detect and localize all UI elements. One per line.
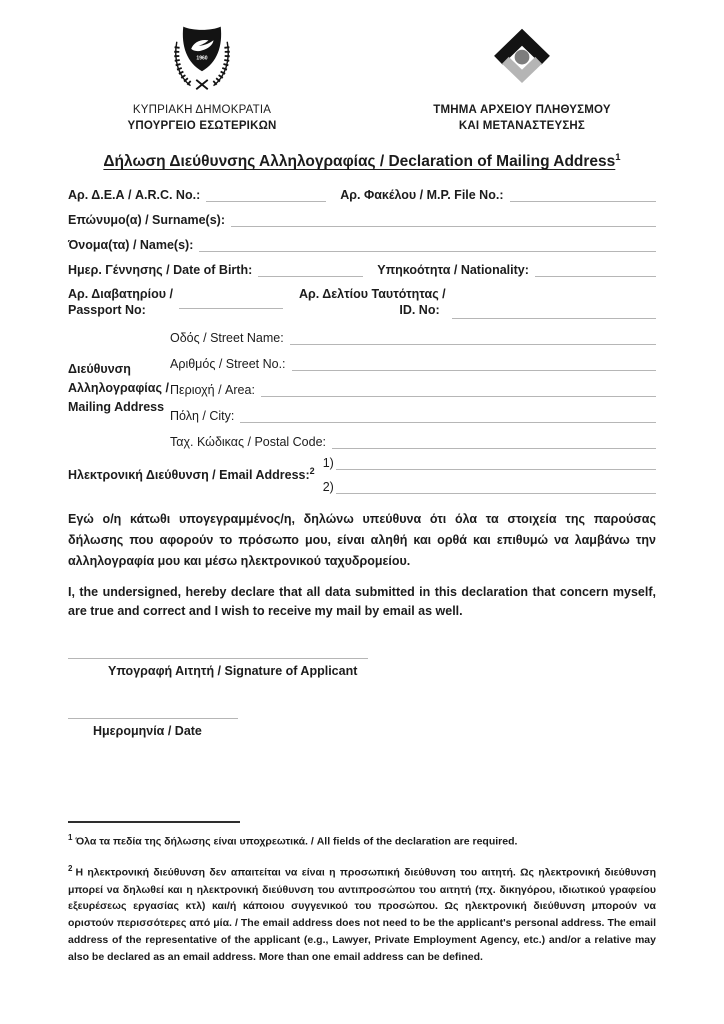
email-address-label: Ηλεκτρονική Διεύθυνση / Email Address:$^2$ [68,465,315,482]
row-postal-code [170,433,656,449]
cyprus-coat-of-arms-icon [165,23,239,95]
cyprus-coat-of-arms-logo [165,22,239,96]
city-input[interactable] [240,407,656,423]
row-street-no [170,355,656,371]
form-title-text: Δήλωση Διεύθυνσης Αλληλογραφίας / Declaration of Mailing Address [103,153,616,171]
surname-input[interactable] [231,211,656,227]
row-arc-file [68,186,656,202]
republic-of-cyprus-label: ΚΥΠΡΙΑΚΗ ΔΗΜΟΚΡΑΤΙΑ [132,104,272,116]
civil-registry-block [388,22,656,134]
nationality-label: Υπηκοότητα / Nationality: [377,263,529,278]
postal-code-label: Ταχ. Κώδικας / Postal Code: [170,434,327,449]
footnote-2-ref: 2 [68,864,73,874]
header [68,22,656,134]
footnote-1-ref: 1 [68,833,73,842]
form-fields [68,186,656,494]
signature-block [68,645,656,678]
street-no-label: Αριθμός / Street No.: [170,356,286,371]
date-of-birth-label: Ημερ. Γέννησης / Date of Birth: [68,263,253,278]
signature-line[interactable] [68,645,368,659]
footnote-2: $^2$ Η ηλεκτρονική διεύθυνση δεν απαιτείται να είναι η προσωπική διεύθυνση του αιτητή. Ως ηλεκτρονική διεύθυνση μπορεί να δηλωθεί και η ηλεκτρονική διεύθυνση του αντιπροσώπου του αιτητή (πχ. δικηγόρου, ιδιωτικού γραφείου εξευρέσεως εργασίας κτλ) και/ή κάποιου συγγενικού του προσώπου. Ως ηλεκτρονική διεύθυνση μπορούν να οριστούν περισσότερες από μία. / The email address does not need to be the applicant's personal address. The email address of the representative of the applicant (e.g., Lawyer, Private Employment Agency, etc.) and/or a relative may also be declared as an email address. More than one email address can be defined. [68,864,656,963]
form-title [68,152,656,171]
nationality-input[interactable] [535,261,656,277]
arc-no-input[interactable] [206,186,326,202]
row-email-2 [323,478,656,494]
mailing-address-section [68,329,656,449]
declaration-greek: Εγώ ο/η κάτωθι υπογεγραμμένος/η, δηλώνω υπεύθυνα ότι όλα τα στοιχεία της παρούσας δήλωσης που αφορούν το πρόσωπο μου, είναι αληθή και ορθά και επιθυμώ να λαμβάνω την αλληλογραφία μου και μέσω ηλεκτρονικού ταχυδρομείου. [68,511,656,569]
email-footnote-ref: 2 [309,465,315,476]
arc-no-label: Αρ. Δ.Ε.Α / A.R.C. No.: [68,188,201,203]
title-footnote-ref: 1 [615,152,621,164]
id-no-input[interactable] [452,303,656,319]
passport-no-input[interactable] [179,293,283,309]
date-of-birth-input[interactable] [258,261,363,277]
email-1-prefix: 1) [322,455,334,470]
footnote-1: $^1$ Όλα τα πεδία της δήλωσης είναι υποχρεωτικά. / All fields of the declaration are required. [68,833,518,848]
signature-label: Υπογραφή Αιτητή / Signature of Applicant [108,663,358,678]
footnote-divider [68,821,240,823]
mp-file-no-label: Αρ. Φακέλου / M.P. File No.: [340,188,504,203]
row-city [170,407,656,423]
date-block [68,705,656,738]
mailing-address-fields [170,329,656,449]
name-label: Όνομα(τα) / Name(s): [68,238,194,253]
republic-of-cyprus-block [68,22,336,134]
svg-text:1960: 1960 [196,55,208,62]
city-label: Πόλη / City: [170,408,235,423]
row-passport-id [68,286,656,319]
street-name-input[interactable] [290,329,656,345]
surname-label: Επώνυμο(α) / Surname(s): [68,213,225,228]
date-label: Ημερομηνία / Date [93,723,202,738]
street-no-input[interactable] [292,355,656,371]
row-name [68,236,656,252]
email-1-input[interactable] [336,454,656,470]
area-input[interactable] [261,381,656,397]
street-name-label: Οδός / Street Name: [170,330,284,345]
row-area [170,381,656,397]
ministry-of-interior-label: ΥΠΟΥΡΓΕΙΟ ΕΣΩΤΕΡΙΚΩΝ [127,119,277,132]
area-label: Περιοχή / Area: [170,382,255,397]
postal-code-input[interactable] [332,433,656,449]
name-input[interactable] [199,236,656,252]
row-email-1 [323,454,656,470]
mp-file-no-input[interactable] [510,186,657,202]
mailing-address-label: Διεύθυνση Αλληλογραφίας / Mailing Address [68,361,169,415]
civil-registry-house-person-icon [490,27,554,91]
row-street-name [170,329,656,345]
row-dob-nationality [68,261,656,277]
email-lines [323,454,656,494]
row-surname [68,211,656,227]
passport-no-label: Αρ. Διαβατηρίου / Passport No: [68,287,173,318]
civil-registry-logo [490,22,554,96]
department-label-line2: ΚΑΙ ΜΕΤΑΝΑΣΤΕΥΣΗΣ [458,119,586,132]
email-2-prefix: 2) [322,479,334,494]
footnotes [68,821,656,966]
email-section [68,454,656,494]
declaration-english: I, the undersigned, hereby declare that all data submitted in this declaration that concern myself, are true and correct and I wish to receive my mail by email as well. [68,585,656,619]
date-line[interactable] [68,705,238,719]
email-2-input[interactable] [336,478,656,494]
id-no-label: Αρ. Δελτίου Ταυτότητας / ID. No: [298,287,446,318]
department-label-line1: ΤΜΗΜΑ ΑΡΧΕΙΟΥ ΠΛΗΘΥΣΜΟΥ [433,104,611,116]
